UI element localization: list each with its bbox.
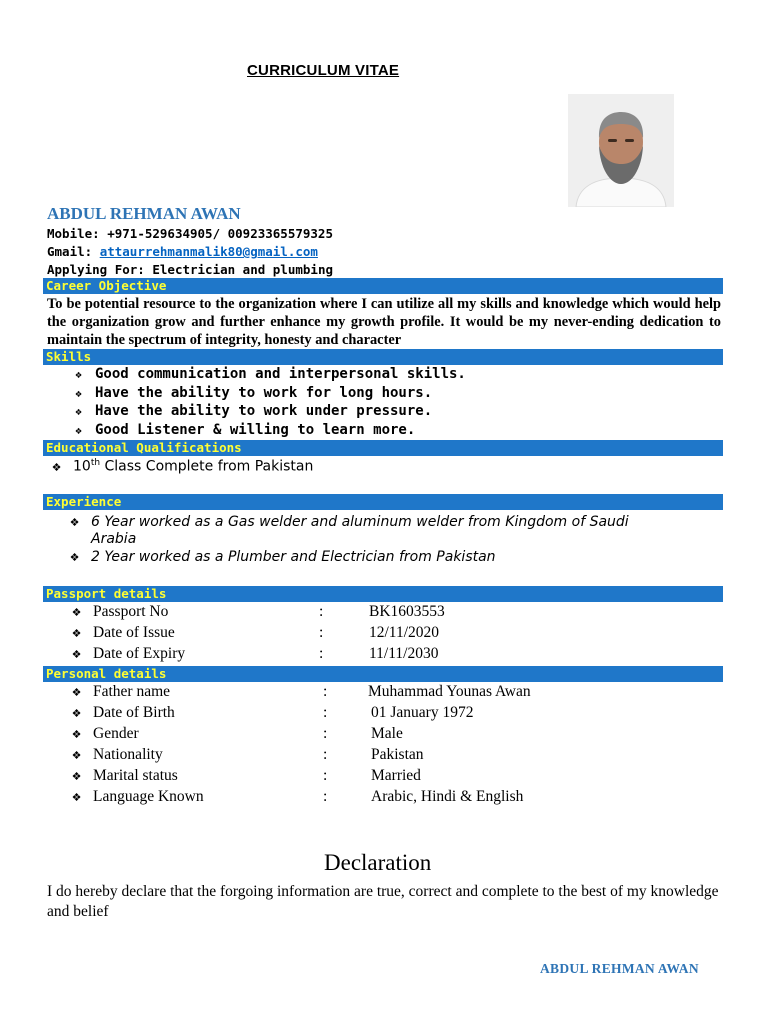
section-personal: Personal details (43, 666, 723, 682)
declaration-text: I do hereby declare that the forgoing information are true, correct and complete to the best of my knowledge and belief (47, 883, 719, 920)
applying-line (47, 262, 333, 277)
skill-item (72, 366, 466, 382)
personal-value: Muhammad Younas Awan (368, 683, 531, 700)
passport-value: 12/11/2020 (369, 624, 440, 641)
personal-label: Nationality (93, 746, 163, 763)
diamond-bullet-icon: ❖ (75, 368, 82, 381)
passport-value: BK1603553 (369, 603, 445, 620)
skill-text: Have the ability to work for long hours. (95, 385, 433, 401)
personal-value: Married (371, 767, 421, 784)
diamond-bullet-icon: ❖ (71, 687, 82, 699)
gmail-link[interactable]: attaurrehmanmalik80@gmail.com (99, 244, 318, 259)
experience-text: 2 Year worked as a Plumber and Electrician from Pakistan (91, 549, 496, 565)
skill-text: Good communication and interpersonal skills. (95, 366, 466, 382)
personal-label: Father name (93, 683, 171, 700)
profile-photo-image (568, 94, 674, 207)
personal-value: 01 January 1972 (371, 704, 474, 721)
section-experience: Experience (43, 494, 723, 510)
education-level: 10 (73, 458, 91, 475)
diamond-bullet-icon: ❖ (71, 649, 82, 661)
diamond-bullet-icon: ❖ (69, 516, 80, 529)
diamond-bullet-icon: ❖ (69, 551, 80, 564)
colon: : (323, 746, 328, 763)
skill-item (72, 422, 415, 438)
candidate-name: ABDUL REHMAN AWAN (47, 204, 241, 223)
colon: : (323, 704, 328, 721)
colon: : (323, 725, 328, 742)
mobile-value: +971-529634905/ 00923365579325 (107, 226, 333, 241)
personal-value: Pakistan (371, 746, 424, 763)
gmail-label: Gmail: (47, 244, 93, 259)
applying-label: Applying For: (47, 262, 145, 277)
diamond-bullet-icon: ❖ (71, 708, 82, 720)
education-text: Class Complete from Pakistan (100, 458, 314, 475)
diamond-bullet-icon: ❖ (75, 424, 82, 437)
education-suffix: th (90, 458, 101, 468)
diamond-bullet-icon: ❖ (71, 729, 82, 741)
experience-item (68, 514, 728, 548)
colon: : (323, 767, 328, 784)
passport-value: 11/11/2030 (369, 645, 439, 662)
mobile-label: Mobile: (47, 226, 100, 241)
personal-label: Language Known (93, 788, 204, 805)
personal-value: Male (371, 725, 403, 742)
section-passport: Passport details (43, 586, 723, 602)
colon: : (319, 603, 324, 620)
section-skills: Skills (43, 349, 723, 365)
skill-text: Good Listener & willing to learn more. (95, 422, 416, 438)
experience-text: 6 Year worked as a Gas welder and aluminum welder from Kingdom of Saudi (91, 514, 629, 530)
colon: : (323, 683, 328, 700)
mobile-line (47, 226, 333, 241)
applying-value: Electrician and plumbing (152, 262, 333, 277)
colon: : (319, 645, 324, 662)
skill-item (72, 385, 432, 401)
experience-text-continued: Arabia (91, 531, 137, 547)
personal-label: Marital status (93, 767, 178, 784)
passport-label: Date of Issue (93, 624, 175, 641)
personal-label: Date of Birth (93, 704, 175, 721)
education-item (50, 458, 313, 475)
experience-item (68, 549, 728, 566)
passport-label: Date of Expiry (93, 645, 186, 662)
colon: : (323, 788, 328, 805)
diamond-bullet-icon: ❖ (51, 460, 62, 474)
skill-text: Have the ability to work under pressure. (95, 403, 433, 419)
diamond-bullet-icon: ❖ (71, 771, 82, 783)
page-title: CURRICULUM VITAE (247, 62, 400, 79)
signature-name: ABDUL REHMAN AWAN (540, 961, 699, 976)
personal-value: Arabic, Hindi & English (371, 788, 524, 805)
skill-item (72, 403, 432, 419)
passport-label: Passport No (93, 603, 169, 620)
personal-label: Gender (93, 725, 139, 742)
diamond-bullet-icon: ❖ (71, 792, 82, 804)
profile-photo (568, 94, 674, 207)
colon: : (319, 624, 324, 641)
career-objective-text: To be potential resource to the organization where I can utilize all my skills and knowledge which would help the organization grow and further enhance my growth profile. It would be my never-ending dedication to maintain the spectrum of integrity, honesty and character (47, 296, 721, 348)
section-education: Educational Qualifications (43, 440, 723, 456)
diamond-bullet-icon: ❖ (71, 628, 82, 640)
gmail-line (47, 244, 318, 259)
diamond-bullet-icon: ❖ (71, 607, 82, 619)
diamond-bullet-icon: ❖ (71, 750, 82, 762)
diamond-bullet-icon: ❖ (75, 387, 82, 400)
section-career-objective: Career Objective (43, 278, 723, 294)
diamond-bullet-icon: ❖ (75, 405, 82, 418)
declaration-title: Declaration (324, 850, 432, 875)
